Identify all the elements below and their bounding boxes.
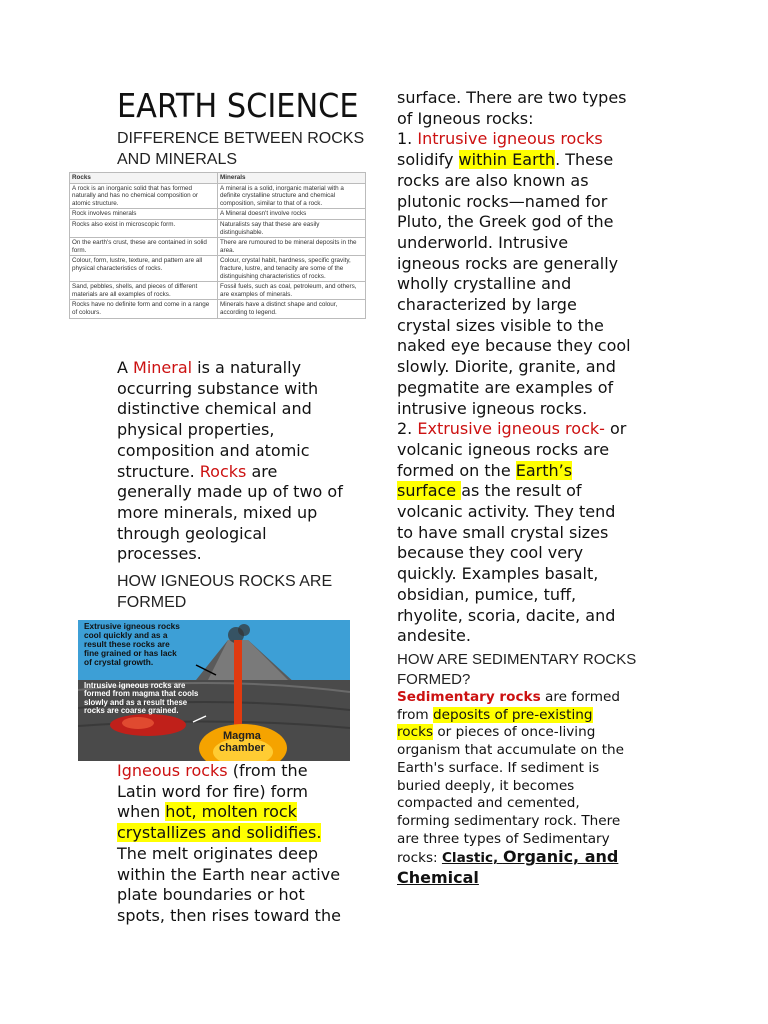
table-cell: Sand, pebbles, shells, and pieces of different materials are all examples of rocks.	[70, 282, 218, 300]
table-row	[70, 219, 366, 237]
table-row	[70, 256, 366, 282]
magma-chamber-label: Magma chamber	[219, 730, 265, 754]
table-row	[70, 300, 366, 318]
section-heading-sedimentary: HOW ARE SEDIMENTARY ROCKS FORMED?	[397, 651, 637, 688]
organic-term: Organic, and	[502, 847, 619, 867]
table-cell: There are rumoured to be mineral deposits in the area.	[218, 238, 366, 256]
table-cell: A mineral is a solid, inorganic material with a definite crystalline structure and chemical composition, similar to that of a rock.	[218, 183, 366, 209]
table-header-row	[70, 173, 366, 184]
table-cell: Naturalists say that these are easily distinguishable.	[218, 219, 366, 237]
table-header-cell: Minerals	[218, 173, 366, 184]
table-row	[70, 209, 366, 220]
table-row	[70, 183, 366, 209]
table-cell: On the earth's crust, these are contained in solid form.	[70, 238, 218, 256]
mineral-paragraph: A Mineral is a naturally occurring substance with distinctive chemical and physical properties, composition and atomic structure. Rocks are generally made up of two of more minerals, mixed up through geological processes.	[117, 358, 343, 564]
mineral-term: Mineral	[133, 358, 193, 377]
table-cell: Rocks also exist in microscopic form.	[70, 219, 218, 237]
igneous-term: Igneous rocks	[117, 761, 228, 780]
table-cell: Rock involves minerals	[70, 209, 218, 220]
igneous-diagram	[78, 620, 350, 761]
rocks-vs-minerals-table	[69, 172, 366, 319]
table-row	[70, 282, 366, 300]
table-cell: Colour, crystal habit, hardness, specific gravity, fracture, lustre, and tenacity are some of the distinguishing characteristics of rocks.	[218, 256, 366, 282]
table-cell: Minerals have a distinct shape and colour, according to legend.	[218, 300, 366, 318]
extrusive-term: Extrusive igneous rock-	[417, 419, 605, 439]
table-cell: Fossil fuels, such as coal, petroleum, and others, are examples of minerals.	[218, 282, 366, 300]
clastic-term: Clastic,	[441, 850, 503, 867]
table-cell: Colour, form, lustre, texture, and pattern are all physical characteristics of rocks.	[70, 256, 218, 282]
section-heading-rocks-minerals: DIFFERENCE BETWEEN ROCKS AND MINERALS	[117, 130, 365, 168]
table-cell: A rock is an inorganic solid that has formed naturally and has no chemical composition or atomic structure.	[70, 183, 218, 209]
table-cell: A Mineral doesn't involve rocks	[218, 209, 366, 220]
rocks-term: Rocks	[199, 461, 247, 481]
table-header-cell: Rocks	[70, 173, 218, 184]
table-row	[70, 238, 366, 256]
section-heading-igneous: HOW IGNEOUS ROCKS ARE FORMED	[117, 573, 333, 611]
page-title: EARTH SCIENCE	[117, 86, 359, 125]
extrusive-label: Extrusive igneous rocks cool quickly and as a result these rocks are fine grained or has lack of crystal growth.	[84, 621, 180, 667]
igneous-paragraph: Igneous rocks (from the Latin word for fire) form when hot, molten rock crystallizes and solidifies. The melt originates deep within the Earth near active plate boundaries or hot spots, then rises toward the	[117, 761, 341, 925]
sedimentary-paragraph: Sedimentary rocks are formed from deposits of pre-existing rocks or pieces of once-living organism that accumulate on the Earth's surface. If sediment is buried deeply, it becomes compacted and cemented, forming sedimentary rock. There are three types of Sedimentary rocks: Clastic, Organic, and Chemical	[397, 689, 625, 888]
intrusive-label: Intrusive igneous rocks are formed from magma that cools slowly and as a result these rocks are coarse grained.	[84, 681, 199, 716]
chemical-term: Chemical	[397, 868, 479, 888]
sedimentary-term: Sedimentary rocks	[397, 689, 541, 705]
intrusive-term: Intrusive igneous rocks	[417, 129, 603, 149]
table-cell: Rocks have no definite form and come in a range of colours.	[70, 300, 218, 318]
igneous-types-paragraph: surface. There are two types of Igneous rocks: 1. Intrusive igneous rocks solidify within Earth. These rocks are also known as plutonic rocks—named for Pluto, the Greek god of the underworld. Intrusive igneous rocks are generally wholly crystalline and characterized by large crystal sizes visible to the naked eye because they cool slowly. Diorite, granite, and pegmatite are examples of intrusive igneous rocks. 2. Extrusive igneous rock- or volcanic igneous rocks are formed on the Earth’s surface as the result of volcanic activity. They tend to have small crystal sizes because they cool very quickly. Examples basalt, obsidian, pumice, tuff, rhyolite, scoria, dacite, and andesite.	[397, 88, 631, 646]
